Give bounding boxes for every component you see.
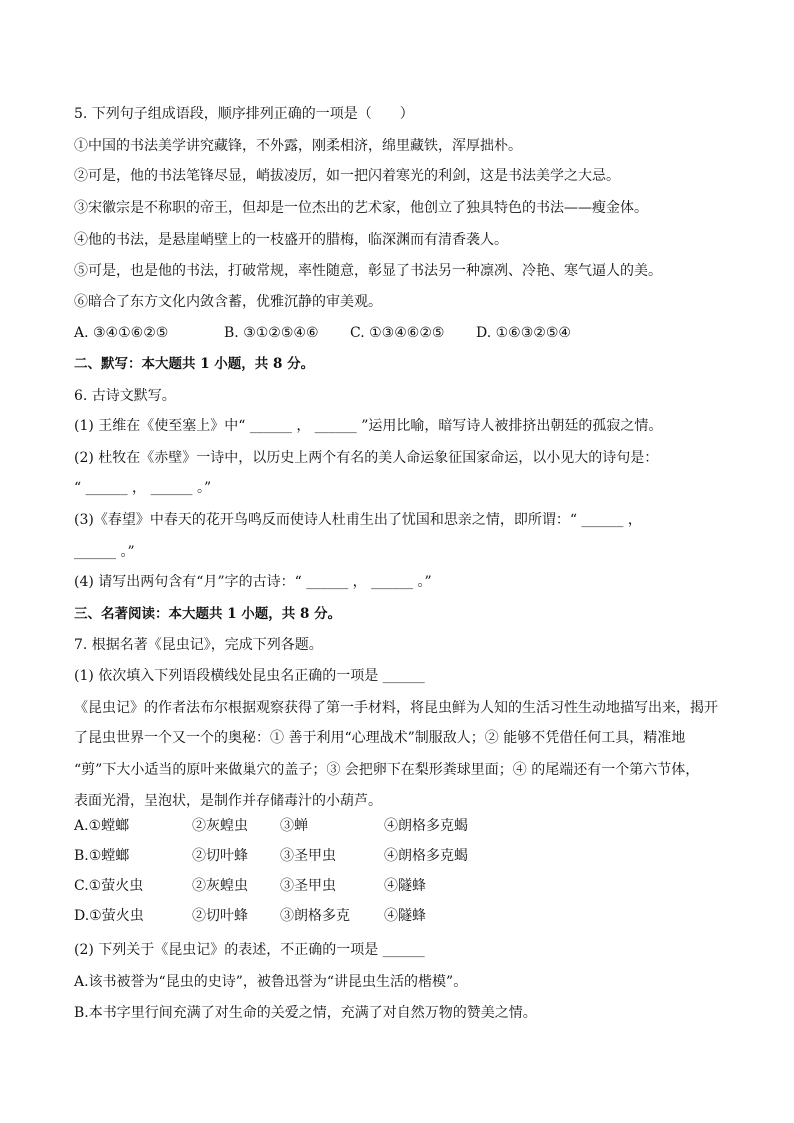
option-cell: A.①螳螂	[74, 818, 130, 834]
option-cell: B.①螳螂	[74, 848, 130, 864]
section-3-heading: 三、名著阅读：本大题共 1 小题，共 8 分。	[74, 606, 342, 622]
option-cell: ③蝉	[280, 818, 308, 834]
q7-option-a[interactable]	[74, 816, 734, 836]
q5-sentence-5: ⑤可是，也是他的书法，打破常规，率性随意，彰显了书法另一种凛冽、冷艳、寒气逼人的美。	[74, 263, 662, 279]
q5-stem: 5. 下列句子组成语段，顺序排列正确的一项是（ ）	[74, 106, 414, 122]
q7-option-d[interactable]	[74, 906, 734, 926]
option-cell: ③圣甲虫	[280, 848, 336, 864]
q5-options	[74, 323, 734, 343]
q6-line-3: “ ______ ， ______ 。”	[74, 480, 212, 496]
q6-line-4: (3)《春望》中春天的花开鸟鸣反而使诗人杜甫生出了忧国和思亲之情，即所谓：“ ______ ，	[74, 512, 642, 528]
q7-option-b[interactable]	[74, 846, 734, 866]
q7-passage-line-1: 《昆虫记》的作者法布尔根据观察获得了第一手材料，将昆虫鲜为人知的生活习性生动地描写出来，揭开	[74, 700, 718, 716]
option-cell: ③圣甲虫	[280, 878, 336, 894]
q5-sentence-4: ④他的书法，是悬崖峭壁上的一枝盛开的腊梅，临深渊而有清香袭人。	[74, 232, 508, 248]
option-cell: ③朗格多克	[280, 908, 350, 924]
q7-sub2-option-b[interactable]: B.本书字里行间充满了对生命的关爱之情，充满了对自然万物的赞美之情。	[74, 1005, 537, 1021]
q6-line-6: (4) 请写出两句含有“月”字的古诗：“ ______ ， ______ 。”	[74, 574, 432, 590]
q5-sentence-2: ②可是，他的书法笔锋尽显，峭拔凌厉，如一把闪着寒光的利剑，这是书法美学之大忌。	[74, 168, 620, 184]
q7-passage-line-3: “剪”下大小适当的原叶来做巢穴的盖子；③ 会把卵下在梨形粪球里面；④ 的尾端还有一个第六节体，	[74, 762, 700, 778]
option-cell: ②切叶蜂	[192, 908, 248, 924]
q7-passage-line-4: 表面光滑，呈泡状，是制作并存储毒汁的小葫芦。	[74, 793, 382, 809]
option-cell: ②灰蝗虫	[192, 878, 248, 894]
q7-sub1: (1) 依次填入下列语段横线处昆虫名正确的一项是 ______	[74, 668, 425, 684]
option-cell: ④隧蜂	[384, 908, 426, 924]
q6-line-5: ______ 。”	[74, 544, 135, 560]
q5-sentence-6: ⑥暗合了东方文化内敛含蓄，优雅沉静的审美观。	[74, 294, 382, 310]
q6-stem: 6. 古诗文默写。	[74, 388, 176, 404]
q5-sentence-3: ③宋徽宗是不称职的帝王，但却是一位杰出的艺术家，他创立了独具特色的书法——瘦金体。	[74, 200, 648, 216]
option-cell: ②切叶蜂	[192, 848, 248, 864]
option-cell: ④朗格多克蝎	[384, 818, 468, 834]
section-2-heading: 二、默写：本大题共 1 小题，共 8 分。	[74, 356, 315, 372]
option-cell: C.①萤火虫	[74, 878, 144, 894]
option-cell: ④朗格多克蝎	[384, 848, 468, 864]
q7-option-c[interactable]	[74, 876, 734, 896]
q7-passage-line-2: 了昆虫世界一个又一个的奥秘：① 善于利用“心理战术”制服敌人；② 能够不凭借任何工具，精准地	[74, 730, 686, 746]
option-cell: ④隧蜂	[384, 878, 426, 894]
q6-line-1: (1) 王维在《使至塞上》中“ ______ ， ______ ”运用比喻，暗写诗人被排挤出朝廷的孤寂之情。	[74, 418, 663, 434]
q5-option-a[interactable]: A. ③④①⑥②⑤	[74, 325, 169, 341]
q7-sub2-option-a[interactable]: A.该书被誉为“昆虫的史诗”，被鲁迅誉为“讲昆虫生活的楷模”。	[74, 974, 468, 990]
q7-sub2: (2) 下列关于《昆虫记》的表述，不正确的一项是 ______	[74, 942, 425, 958]
q5-option-c[interactable]: C. ①③④⑥②⑤	[350, 325, 445, 341]
q6-line-2: (2) 杜牧在《赤壁》一诗中，以历史上两个有名的美人命运象征国家命运，以小见大的诗句是：	[74, 450, 659, 466]
q5-option-d[interactable]: D. ①⑥③②⑤④	[476, 325, 571, 341]
option-cell: D.①萤火虫	[74, 908, 144, 924]
option-cell: ②灰蝗虫	[192, 818, 248, 834]
q5-option-b[interactable]: B. ③①②⑤④⑥	[224, 325, 319, 341]
q5-sentence-1: ①中国的书法美学讲究藏锋，不外露，刚柔相济，绵里藏铁，浑厚拙朴。	[74, 138, 522, 154]
q7-stem: 7. 根据名著《昆虫记》，完成下列各题。	[74, 637, 323, 653]
